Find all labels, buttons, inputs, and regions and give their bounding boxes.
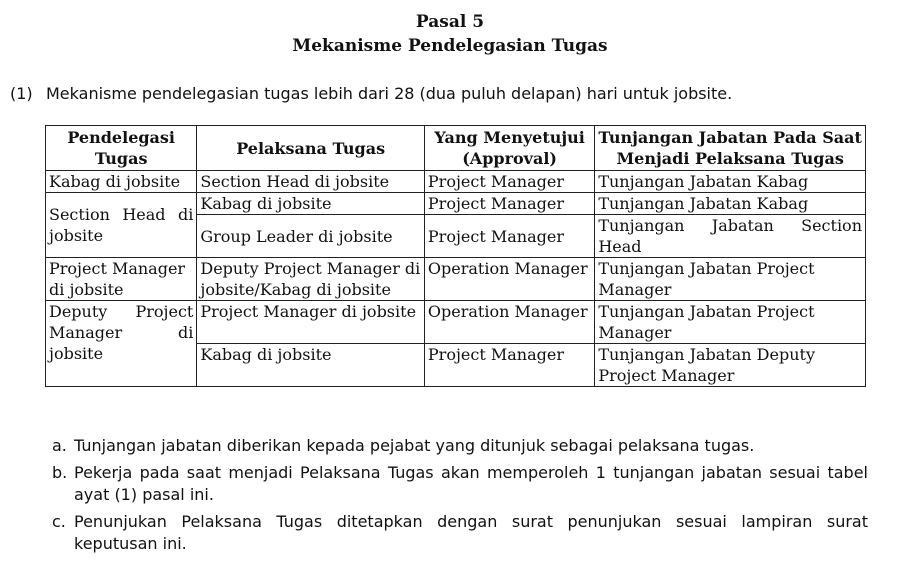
note-text: Penunjukan Pelaksana Tugas ditetapkan dengan surat penunjukan sesuai lampiran surat keputusan ini. bbox=[74, 512, 868, 553]
cell-allowance: Tunjangan Jabatan Deputy Project Manager bbox=[595, 344, 866, 387]
table-row bbox=[46, 193, 866, 215]
table-row bbox=[46, 258, 866, 301]
cell-approval: Project Manager bbox=[424, 215, 594, 258]
cell-executor: Section Head di jobsite bbox=[197, 171, 425, 193]
cell-executor: Deputy Project Manager di jobsite/Kabag di jobsite bbox=[197, 258, 425, 301]
cell-executor: Kabag di jobsite bbox=[197, 193, 425, 215]
cell-executor: Group Leader di jobsite bbox=[197, 215, 425, 258]
cell-approval: Project Manager bbox=[424, 344, 594, 387]
cell-allowance: Tunjangan Jabatan Kabag bbox=[595, 193, 866, 215]
cell-approval: Project Manager bbox=[424, 193, 594, 215]
table-row bbox=[46, 171, 866, 193]
clause-text: Mekanisme pendelegasian tugas lebih dari 28 (dua puluh delapan) hari untuk jobsite. bbox=[46, 84, 733, 103]
note-label: a. bbox=[52, 436, 67, 455]
table-row bbox=[46, 301, 866, 344]
delegation-table bbox=[45, 125, 866, 387]
cell-delegator: Kabag di jobsite bbox=[46, 171, 197, 193]
article-title: Pasal 5 bbox=[415, 12, 485, 32]
list-item bbox=[52, 462, 868, 506]
cell-allowance: Tunjangan Jabatan Project Manager bbox=[595, 301, 866, 344]
list-item bbox=[52, 435, 868, 457]
clause-number: (1) bbox=[10, 84, 33, 103]
list-item bbox=[52, 511, 868, 555]
note-text: Tunjangan jabatan diberikan kepada pejabat yang ditunjuk sebagai pelaksana tugas. bbox=[74, 436, 755, 455]
header-executor: Pelaksana Tugas bbox=[197, 126, 425, 171]
note-label: c. bbox=[52, 512, 66, 531]
cell-delegator: Section Head di jobsite bbox=[46, 193, 197, 258]
table-header-row bbox=[46, 126, 866, 171]
cell-approval: Operation Manager bbox=[424, 301, 594, 344]
header-allowance: Tunjangan Jabatan Pada Saat Menjadi Pelaksana Tugas bbox=[595, 126, 866, 171]
header-approval: Yang Menyetujui (Approval) bbox=[424, 126, 594, 171]
cell-delegator: Deputy Project Manager di jobsite bbox=[46, 301, 197, 387]
notes-list bbox=[52, 435, 868, 560]
note-label: b. bbox=[52, 463, 68, 482]
article-subtitle: Mekanisme Pendelegasian Tugas bbox=[292, 36, 608, 56]
clause-paragraph bbox=[10, 84, 890, 103]
cell-allowance: Tunjangan Jabatan Kabag bbox=[595, 171, 866, 193]
cell-allowance: Tunjangan Jabatan Project Manager bbox=[595, 258, 866, 301]
cell-approval: Operation Manager bbox=[424, 258, 594, 301]
cell-delegator: Project Manager di jobsite bbox=[46, 258, 197, 301]
cell-allowance: Tunjangan Jabatan Section Head bbox=[595, 215, 866, 258]
header-delegator: Pendelegasi Tugas bbox=[46, 126, 197, 171]
note-text: Pekerja pada saat menjadi Pelaksana Tugas akan memperoleh 1 tunjangan jabatan sesuai tabel ayat (1) pasal ini. bbox=[74, 463, 868, 504]
cell-executor: Kabag di jobsite bbox=[197, 344, 425, 387]
cell-executor: Project Manager di jobsite bbox=[197, 301, 425, 344]
cell-approval: Project Manager bbox=[424, 171, 594, 193]
